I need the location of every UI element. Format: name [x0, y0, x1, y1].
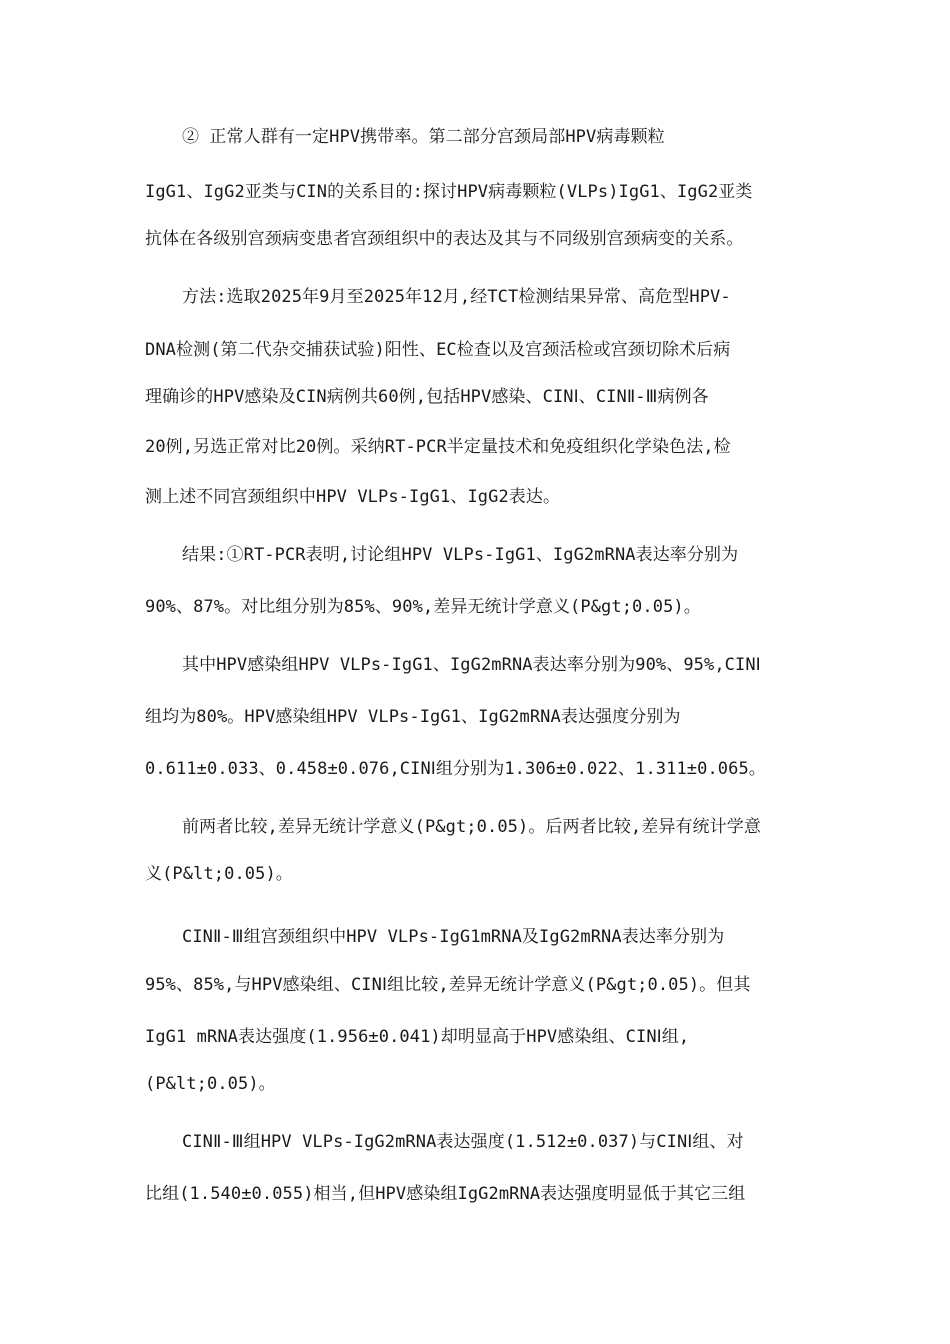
text-line: 抗体在各级别宫颈病变患者宫颈组织中的表达及其与不同级别宫颈病变的关系。 [145, 229, 744, 249]
text-line: IgG1 mRNA表达强度(1.956±0.041)却明显高于HPV感染组、CINⅠ组, [145, 1027, 690, 1047]
text-line: 95%、85%,与HPV感染组、CINⅠ组比较,差异无统计学意义(P&gt;0.05)。但其 [145, 975, 751, 995]
text-line: 0.611±0.033、0.458±0.076,CINⅠ组分别为1.306±0.022、1.311±0.065。 [145, 759, 766, 779]
text-line: 20例,另选正常对比20例。采纳RT-PCR半定量技术和免疫组织化学染色法,检 [145, 437, 731, 457]
text-line: 义(P&lt;0.05)。 [145, 864, 293, 884]
text-line: 结果:①RT-PCR表明,讨论组HPV VLPs-IgG1、IgG2mRNA表达率分别为 [182, 545, 739, 565]
text-line: 前两者比较,差异无统计学意义(P&gt;0.05)。后两者比较,差异有统计学意 [182, 817, 761, 837]
text-line: CINⅡ-Ⅲ组宫颈组织中HPV VLPs-IgG1mRNA及IgG2mRNA表达率分别为 [182, 927, 725, 947]
text-line: 90%、87%。对比组分别为85%、90%,差异无统计学意义(P&gt;0.05)。 [145, 597, 701, 617]
text-line: ② 正常人群有一定HPV携带率。第二部分宫颈局部HPV病毒颗粒 [182, 127, 665, 147]
text-line: (P&lt;0.05)。 [145, 1074, 276, 1094]
text-line: 方法:选取2025年9月至2025年12月,经TCT检测结果异常、高危型HPV- [182, 287, 731, 307]
text-line: CINⅡ-Ⅲ组HPV VLPs-IgG2mRNA表达强度(1.512±0.037)与CINⅠ组、对 [182, 1132, 744, 1152]
text-line: DNA检测(第二代杂交捕获试验)阳性、EC检查以及宫颈活检或宫颈切除术后病 [145, 340, 731, 360]
text-line: 组均为80%。HPV感染组HPV VLPs-IgG1、IgG2mRNA表达强度分别为 [145, 707, 681, 727]
text-line: 测上述不同宫颈组织中HPV VLPs-IgG1、IgG2表达。 [145, 487, 561, 507]
text-line: IgG1、IgG2亚类与CIN的关系目的:探讨HPV病毒颗粒(VLPs)IgG1、IgG2亚类 [145, 182, 753, 202]
text-line: 理确诊的HPV感染及CIN病例共60例,包括HPV感染、CINⅠ、CINⅡ-Ⅲ病例各 [145, 387, 709, 407]
text-line: 比组(1.540±0.055)相当,但HPV感染组IgG2mRNA表达强度明显低于其它三组 [145, 1184, 746, 1204]
text-line: 其中HPV感染组HPV VLPs-IgG1、IgG2mRNA表达率分别为90%、95%,CINⅠ [182, 655, 761, 675]
